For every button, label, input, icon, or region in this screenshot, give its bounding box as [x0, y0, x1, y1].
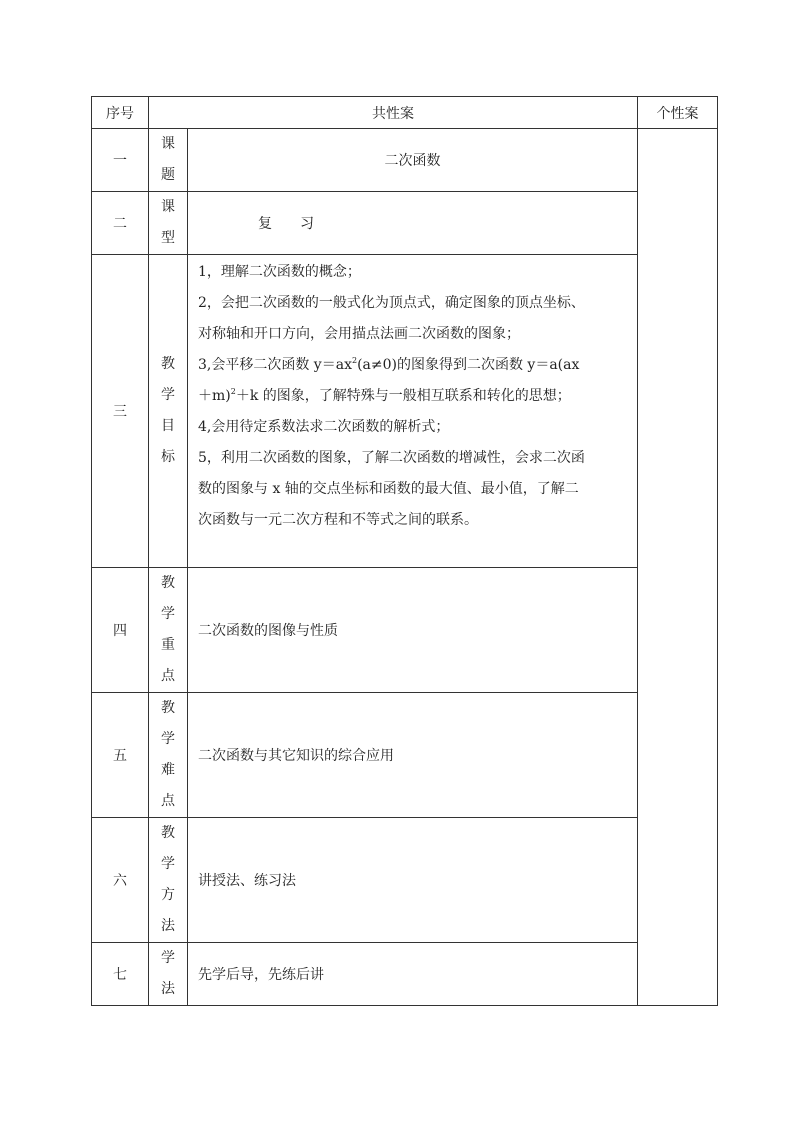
label-char: 学 [161, 950, 175, 966]
label-char: 型 [161, 230, 175, 246]
label-char: 点 [161, 668, 175, 684]
row-number: 二 [92, 192, 149, 255]
goal-line: 次函数与一元二次方程和不等式之间的联系。 [198, 512, 478, 528]
label-char: 教 [161, 356, 175, 372]
goal-text: (a≠0)的图象得到二次函数 y＝a(ax [357, 357, 580, 373]
label-char: 题 [161, 167, 175, 183]
row-label [149, 693, 188, 818]
lesson-topic: 二次函数 [188, 129, 638, 192]
label-char: 教 [161, 575, 175, 591]
label-char: 学 [161, 731, 175, 747]
goal-line: 对称轴和开口方向，会用描点法画二次函数的图象； [198, 326, 520, 342]
difficult-points: 二次函数与其它知识的综合应用 [188, 693, 638, 818]
label-char: 点 [161, 793, 175, 809]
header-personal: 个性案 [638, 97, 718, 129]
label-char: 标 [161, 449, 175, 465]
exponent: 2 [230, 387, 236, 396]
label-char: 重 [161, 637, 175, 653]
personal-column-cell [638, 129, 718, 1006]
table-row [92, 568, 718, 693]
label-char: 方 [161, 887, 175, 903]
goal-line: 数的图象与 x 轴的交点坐标和函数的最大值、最小值，了解二 [198, 481, 579, 497]
row-number: 三 [92, 255, 149, 568]
header-seq: 序号 [92, 97, 149, 129]
label-char: 学 [161, 387, 175, 403]
table-row [92, 129, 718, 192]
table-row [92, 192, 718, 255]
label-char: 学 [161, 606, 175, 622]
label-char: 难 [161, 762, 175, 778]
lesson-plan-table [91, 96, 718, 1006]
goal-line: 5，利用二次函数的图象，了解二次函数的增减性，会求二次函 [198, 450, 585, 466]
table-row [92, 943, 718, 1006]
teaching-goals [188, 255, 638, 568]
exponent: 2 [351, 356, 358, 365]
learning-methods: 先学后导，先练后讲 [188, 943, 638, 1006]
row-label [149, 129, 188, 192]
label-char: 学 [161, 856, 175, 872]
goal-line: 4,会用待定系数法求二次函数的解析式； [198, 419, 450, 435]
header-common: 共性案 [149, 97, 638, 129]
goal-line [198, 350, 629, 381]
row-number: 六 [92, 818, 149, 943]
label-char: 课 [161, 136, 175, 152]
goal-line: 1，理解二次函数的概念； [198, 264, 361, 280]
label-char: 法 [161, 981, 175, 997]
row-number: 五 [92, 693, 149, 818]
label-char: 法 [161, 918, 175, 934]
row-number: 七 [92, 943, 149, 1006]
label-char: 教 [161, 825, 175, 841]
row-label [149, 943, 188, 1006]
label-char: 教 [161, 700, 175, 716]
row-number: 一 [92, 129, 149, 192]
row-label [149, 818, 188, 943]
goal-text: ＋m) [198, 388, 231, 404]
table-row [92, 693, 718, 818]
teaching-methods: 讲授法、练习法 [188, 818, 638, 943]
row-label [149, 255, 188, 568]
goal-text: ＋k 的图象，了解特殊与一般相互联系和转化的思想； [235, 388, 571, 404]
header-row [92, 97, 718, 129]
table-row [92, 255, 718, 568]
goal-line [198, 381, 629, 412]
row-label [149, 192, 188, 255]
table-row [92, 818, 718, 943]
goal-line: 2，会把二次函数的一般式化为顶点式，确定图象的顶点坐标、 [198, 295, 585, 311]
lesson-type: 复 习 [188, 192, 638, 255]
row-label [149, 568, 188, 693]
row-number: 四 [92, 568, 149, 693]
key-points: 二次函数的图像与性质 [188, 568, 638, 693]
label-char: 目 [161, 418, 175, 434]
label-char: 课 [161, 199, 175, 215]
goal-text: 3,会平移二次函数 y＝ax [198, 357, 352, 373]
